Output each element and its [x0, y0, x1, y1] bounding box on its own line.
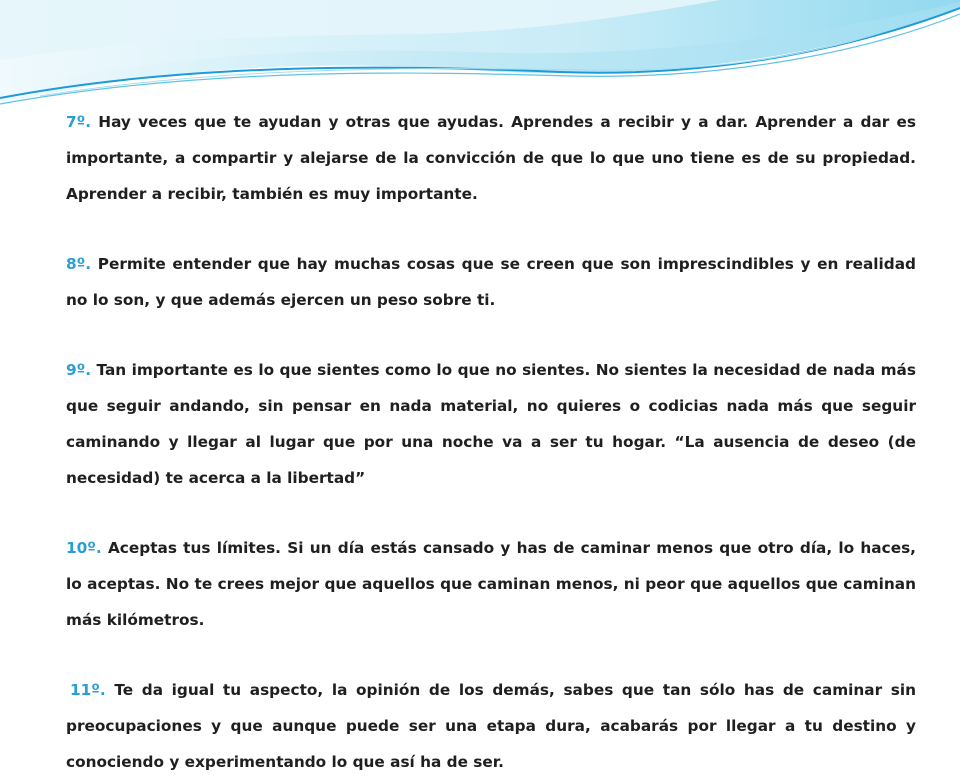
slide-body	[66, 104, 916, 780]
paragraph-number: 8º.	[66, 255, 92, 273]
paragraph-text: Te da igual tu aspecto, la opinión de los demás, sabes que tan sólo has de caminar sin preocupaciones y que aunque puede ser una etapa dura, acabarás por llegar a tu destino y conociendo y experimentando lo que así ha de ser.	[66, 681, 916, 771]
paragraph-number: 11º.	[70, 681, 106, 699]
paragraph-text: Tan importante es lo que sientes como lo que no sientes. No sientes la necesidad de nada más que seguir andando, sin pensar en nada material, no quieres o codicias nada más que seguir caminando y llegar al lugar que por una noche va a ser tu hogar. “La ausencia de deseo (de necesidad) te acerca a la libertad”	[66, 361, 916, 487]
paragraph-9	[66, 352, 916, 496]
paragraph-text: Hay veces que te ayudan y otras que ayudas. Aprendes a recibir y a dar. Aprender a dar es importante, a compartir y alejarse de la convicción de que lo que uno tiene es de su propiedad. Aprender a recibir, también es muy importante.	[66, 113, 916, 203]
paragraph-number: 9º.	[66, 361, 92, 379]
paragraph-number: 7º.	[66, 113, 92, 131]
paragraph-7	[66, 104, 916, 212]
paragraph-11	[66, 672, 916, 780]
paragraph-text: Permite entender que hay muchas cosas que se creen que son imprescindibles y en realidad no lo son, y que además ejercen un peso sobre ti.	[66, 255, 916, 309]
paragraph-number: 10º.	[66, 539, 102, 557]
wave-header-decoration	[0, 0, 960, 120]
paragraph-10	[66, 530, 916, 638]
paragraph-text: Aceptas tus límites. Si un día estás cansado y has de caminar menos que otro día, lo haces, lo aceptas. No te crees mejor que aquellos que caminan menos, ni peor que aquellos que caminan más kilómetros.	[66, 539, 916, 629]
paragraph-8	[66, 246, 916, 318]
